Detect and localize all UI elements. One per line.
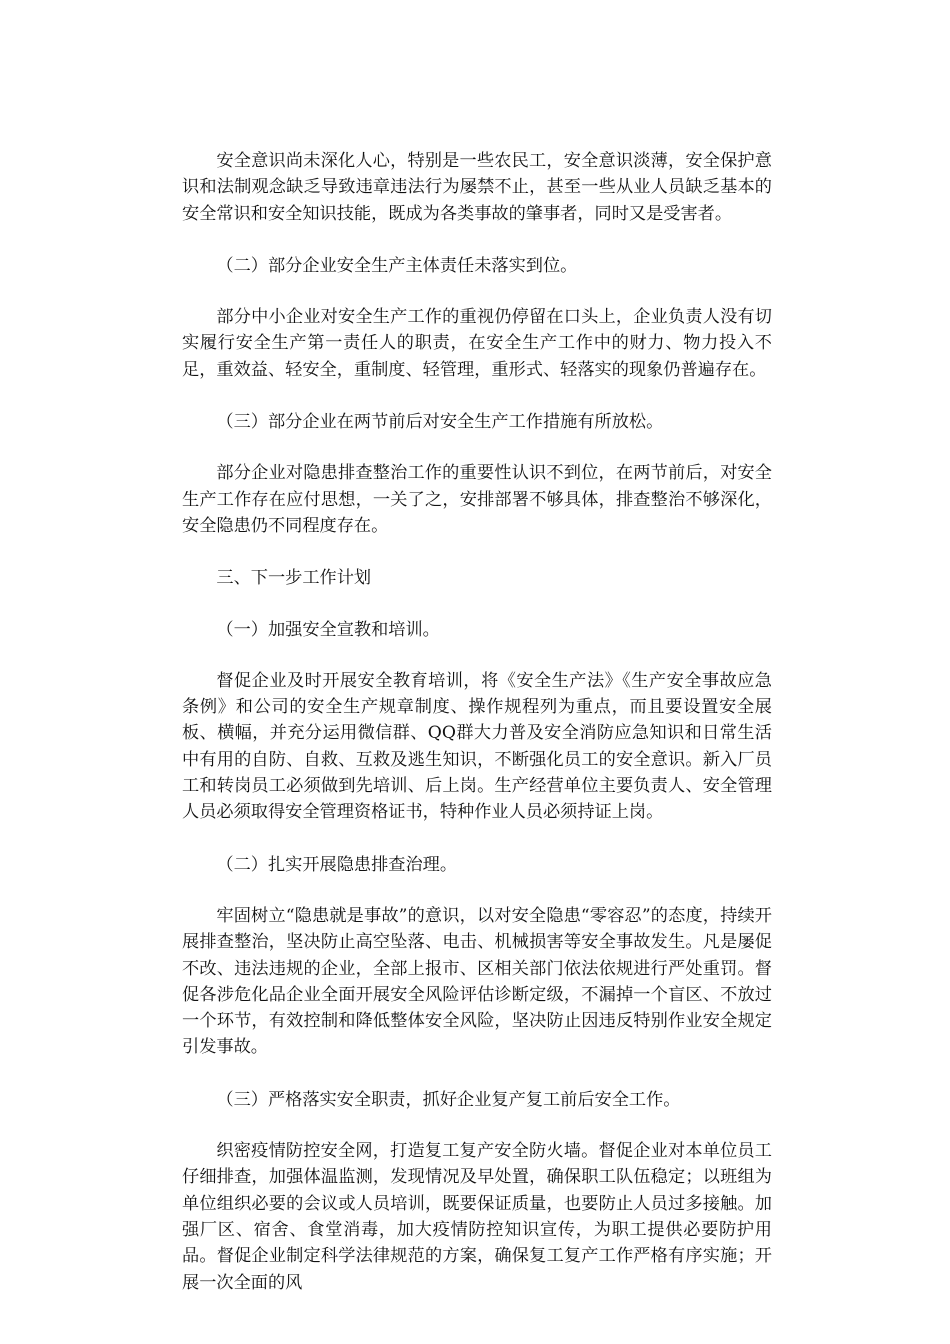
section-heading: （三）严格落实安全职责，抓好企业复产复工前后安全工作。 bbox=[216, 1089, 681, 1110]
chapter-heading: 三、下一步工作计划 bbox=[216, 568, 372, 589]
document-body bbox=[182, 148, 772, 1322]
body-paragraph: 部分中小企业对安全生产工作的重视仍停留在口头上，企业负责人没有切实履行安全生产第一责任人的职责，在安全生产工作中的财力、物力投入不足，重效益、轻安全，重制度、轻管理，重形式、轻落实的现象仍普遍存在。 bbox=[182, 307, 772, 380]
body-paragraph: 织密疫情防控安全网，打造复工复产安全防火墙。督促企业对本单位员工仔细排查，加强体温监测，发现情况及早处置，确保职工队伍稳定；以班组为单位组织必要的会议或人员培训，既要保证质量，也要防止人员过多接触。加强厂区、宿舍、食堂消毒，加大疫情防控知识宣传，为职工提供必要防护用品。督促企业制定科学法律规范的方案，确保复工复产工作严格有序实施；开展一次全面的风 bbox=[182, 1141, 772, 1293]
body-paragraph: 部分企业对隐患排查整治工作的重要性认识不到位，在两节前后，对安全生产工作存在应付思想，一关了之，安排部署不够具体，排查整治不够深化，安全隐患仍不同程度存在。 bbox=[182, 463, 772, 536]
section-heading: （三）部分企业在两节前后对安全生产工作措施有所放松。 bbox=[216, 412, 664, 433]
body-paragraph: 安全意识尚未深化人心，特别是一些农民工，安全意识淡薄，安全保护意识和法制观念缺乏导致违章违法行为屡禁不止，甚至一些从业人员缺乏基本的安全常识和安全知识技能，既成为各类事故的肇事者，同时又是受害者。 bbox=[182, 151, 772, 224]
section-heading: （二）扎实开展隐患排查治理。 bbox=[216, 854, 458, 875]
section-heading: （二）部分企业安全生产主体责任未落实到位。 bbox=[216, 255, 578, 276]
body-paragraph: 牢固树立“隐患就是事故”的意识，以对安全隐患“零容忍”的态度，持续开展排查整治，坚决防止高空坠落、电击、机械损害等安全事故发生。凡是屡促不改、违法违规的企业，全部上报市、区相关部门依法依规进行严处重罚。督促各涉危化品企业全面开展安全风险评估诊断定级，不漏掉一个盲区、不放过一个环节，有效控制和降低整体安全风险，坚决防止因违反特别作业安全规定引发事故。 bbox=[182, 905, 772, 1058]
body-paragraph: 督促企业及时开展安全教育培训，将《安全生产法》《生产安全事故应急条例》和公司的安全生产规章制度、操作规程列为重点，而且要设置安全展板、横幅，并充分运用微信群、QQ群大力普及安全消防应急知识和日常生活中有用的自防、自救、互救及逃生知识，不断强化员工的安全意识。新入厂员工和转岗员工必须做到先培训、后上岗。生产经营单位主要负责人、安全管理人员必须取得安全管理资格证书，特种作业人员必须持证上岗。 bbox=[182, 670, 772, 823]
section-heading: （一）加强安全宣教和培训。 bbox=[216, 619, 440, 640]
